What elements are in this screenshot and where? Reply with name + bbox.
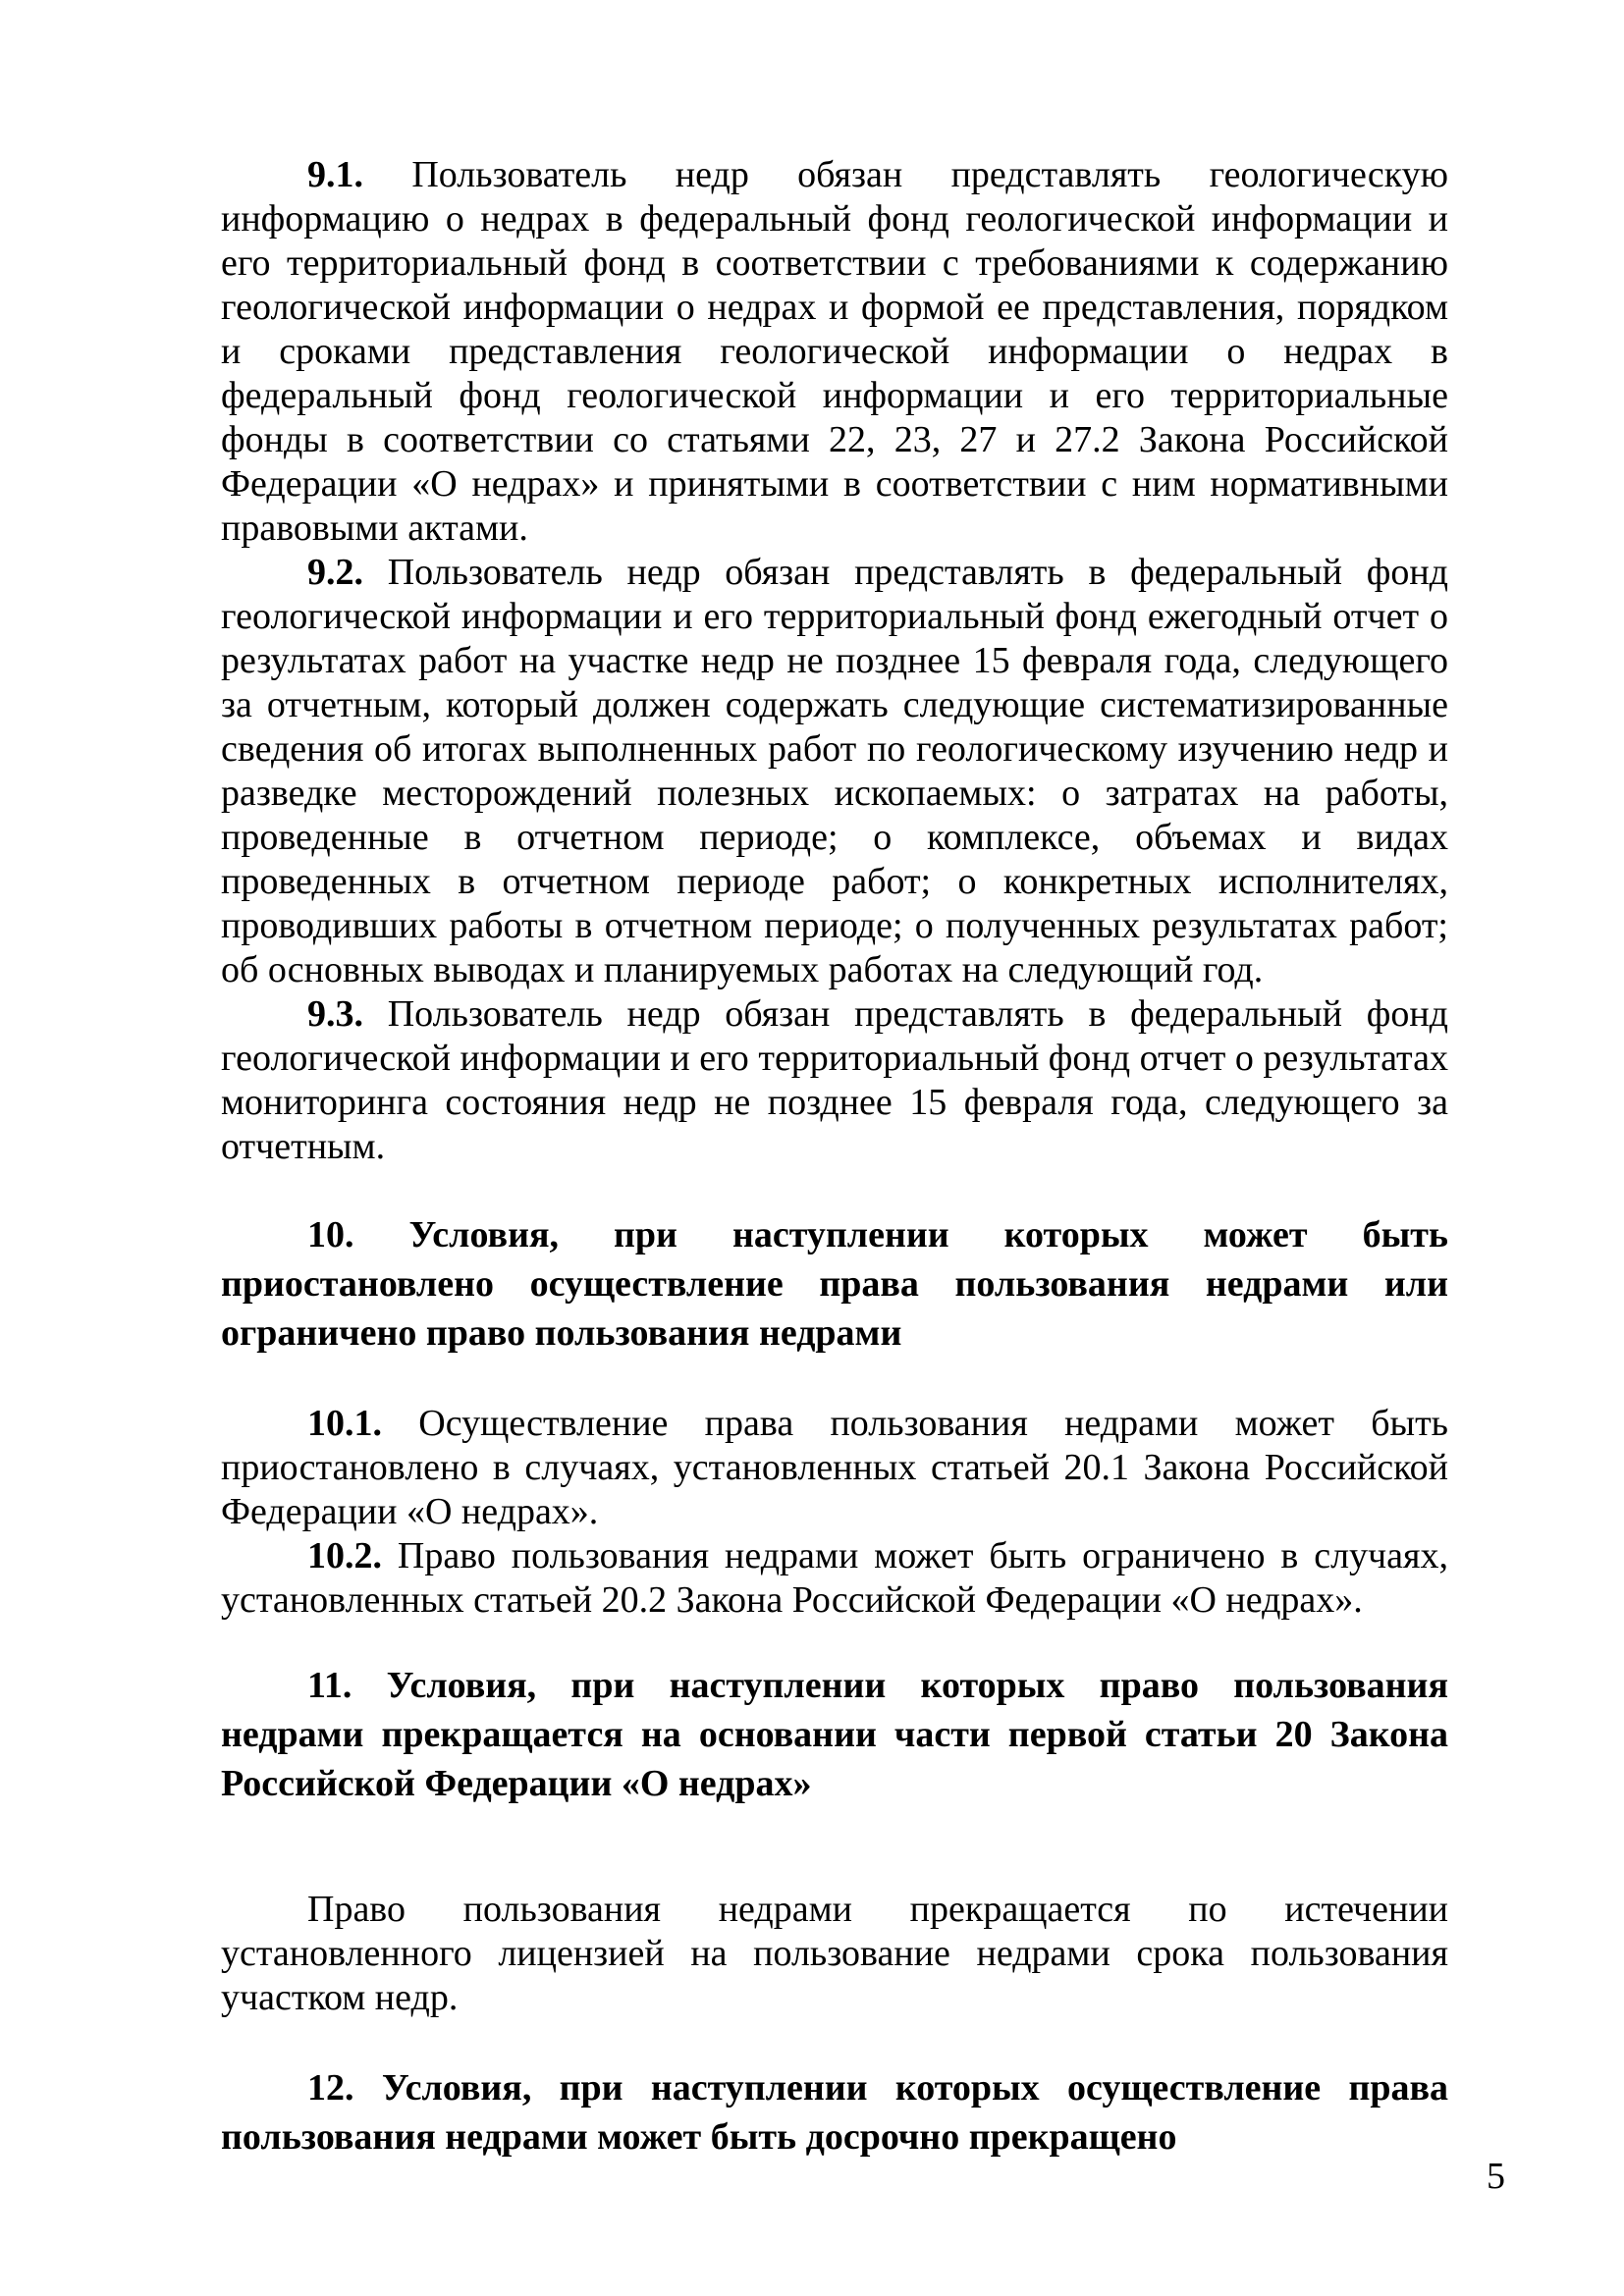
section-10-1-text: Осуществление права пользования недрами может быть приостановлено в случаях, установленных статьей 20.1 Закона Российской Федерации «О недрах». [221, 1403, 1449, 1532]
section-10-2-number: 10.2. [307, 1535, 382, 1576]
heading-11 [221, 1661, 1448, 1808]
section-9-3-text: Пользователь недр обязан представлять в федеральный фонд геологической информации и его территориальный фонд отчет о результатах мониторинга состояния недр не позднее 15 февраля года, следующего за отчетным. [221, 993, 1448, 1167]
heading-10-number: 10. [307, 1214, 354, 1255]
heading-10 [221, 1210, 1448, 1358]
heading-12-number: 12. [307, 2067, 354, 2109]
page-footer [0, 2155, 1505, 2199]
heading-12-text: Условия, при наступлении которых осуществление права пользования недрами может быть досрочно прекращено [221, 2067, 1449, 2158]
heading-11-text: Условия, при наступлении которых право пользования недрами прекращается на основании части первой статьи 20 Закона Российской Федерации «О недрах» [221, 1665, 1449, 1804]
heading-10-text: Условия, при наступлении которых может быть приостановлено осуществление права пользования недрами или ограничено право пользования недрами [221, 1214, 1448, 1354]
section-11-body-text: Право пользования недрами прекращается по истечении установленного лицензией на пользование недрами срока пользования участком недр. [221, 1889, 1448, 2018]
section-10-2-text: Право пользования недрами может быть ограничено в случаях, установленных статьей 20.2 Закона Российской Федерации «О недрах». [221, 1535, 1448, 1621]
section-10-1-number: 10.1. [307, 1403, 382, 1444]
document-text-content [221, 153, 1448, 2162]
section-9-3-number: 9.3. [307, 993, 363, 1035]
section-9-1-text: Пользователь недр обязан представлять геологическую информацию о недрах в федеральный фонд геологической информации и его территориальный фонд в соответствии с требованиями к содержанию геологической информации о недрах и формой ее представления, порядком и сроками представления геологической информации о недрах в федеральный фонд геологической информации и его территориальные фонды в соответствии со статьями 22, 23, 27 и 27.2 Закона Российской Федерации «О недрах» и принятыми в соответствии с ним нормативными правовыми актами. [221, 154, 1449, 549]
section-9-1-paragraph [221, 153, 1448, 551]
section-9-2-text: Пользователь недр обязан представлять в федеральный фонд геологической информации и его территориальный фонд ежегодный отчет о результатах работ на участке недр не позднее 15 февраля года, следующего за отчетным, который должен содержать следующие систематизированные сведения об итогах выполненных работ по геологическому изучению недр и разведке месторождений полезных ископаемых: о затратах на работы, проведенные в отчетном периоде; о комплексе, объемах и видах проведенных в отчетном периоде работ; о конкретных исполнителях, проводивших работы в отчетном периоде; о полученных результатах работ; об основных выводах и планируемых работах на следующий год. [221, 552, 1448, 990]
section-9-2-paragraph [221, 551, 1448, 992]
section-10-2-paragraph [221, 1534, 1448, 1623]
heading-11-number: 11. [307, 1665, 352, 1706]
section-9-1-number: 9.1. [307, 154, 363, 195]
section-10-1-paragraph [221, 1402, 1448, 1534]
section-11-body-paragraph [221, 1888, 1448, 2020]
heading-12 [221, 2063, 1448, 2162]
section-9-3-paragraph [221, 992, 1448, 1169]
page-number: 5 [1487, 2156, 1505, 2197]
section-9-2-number: 9.2. [307, 552, 363, 593]
